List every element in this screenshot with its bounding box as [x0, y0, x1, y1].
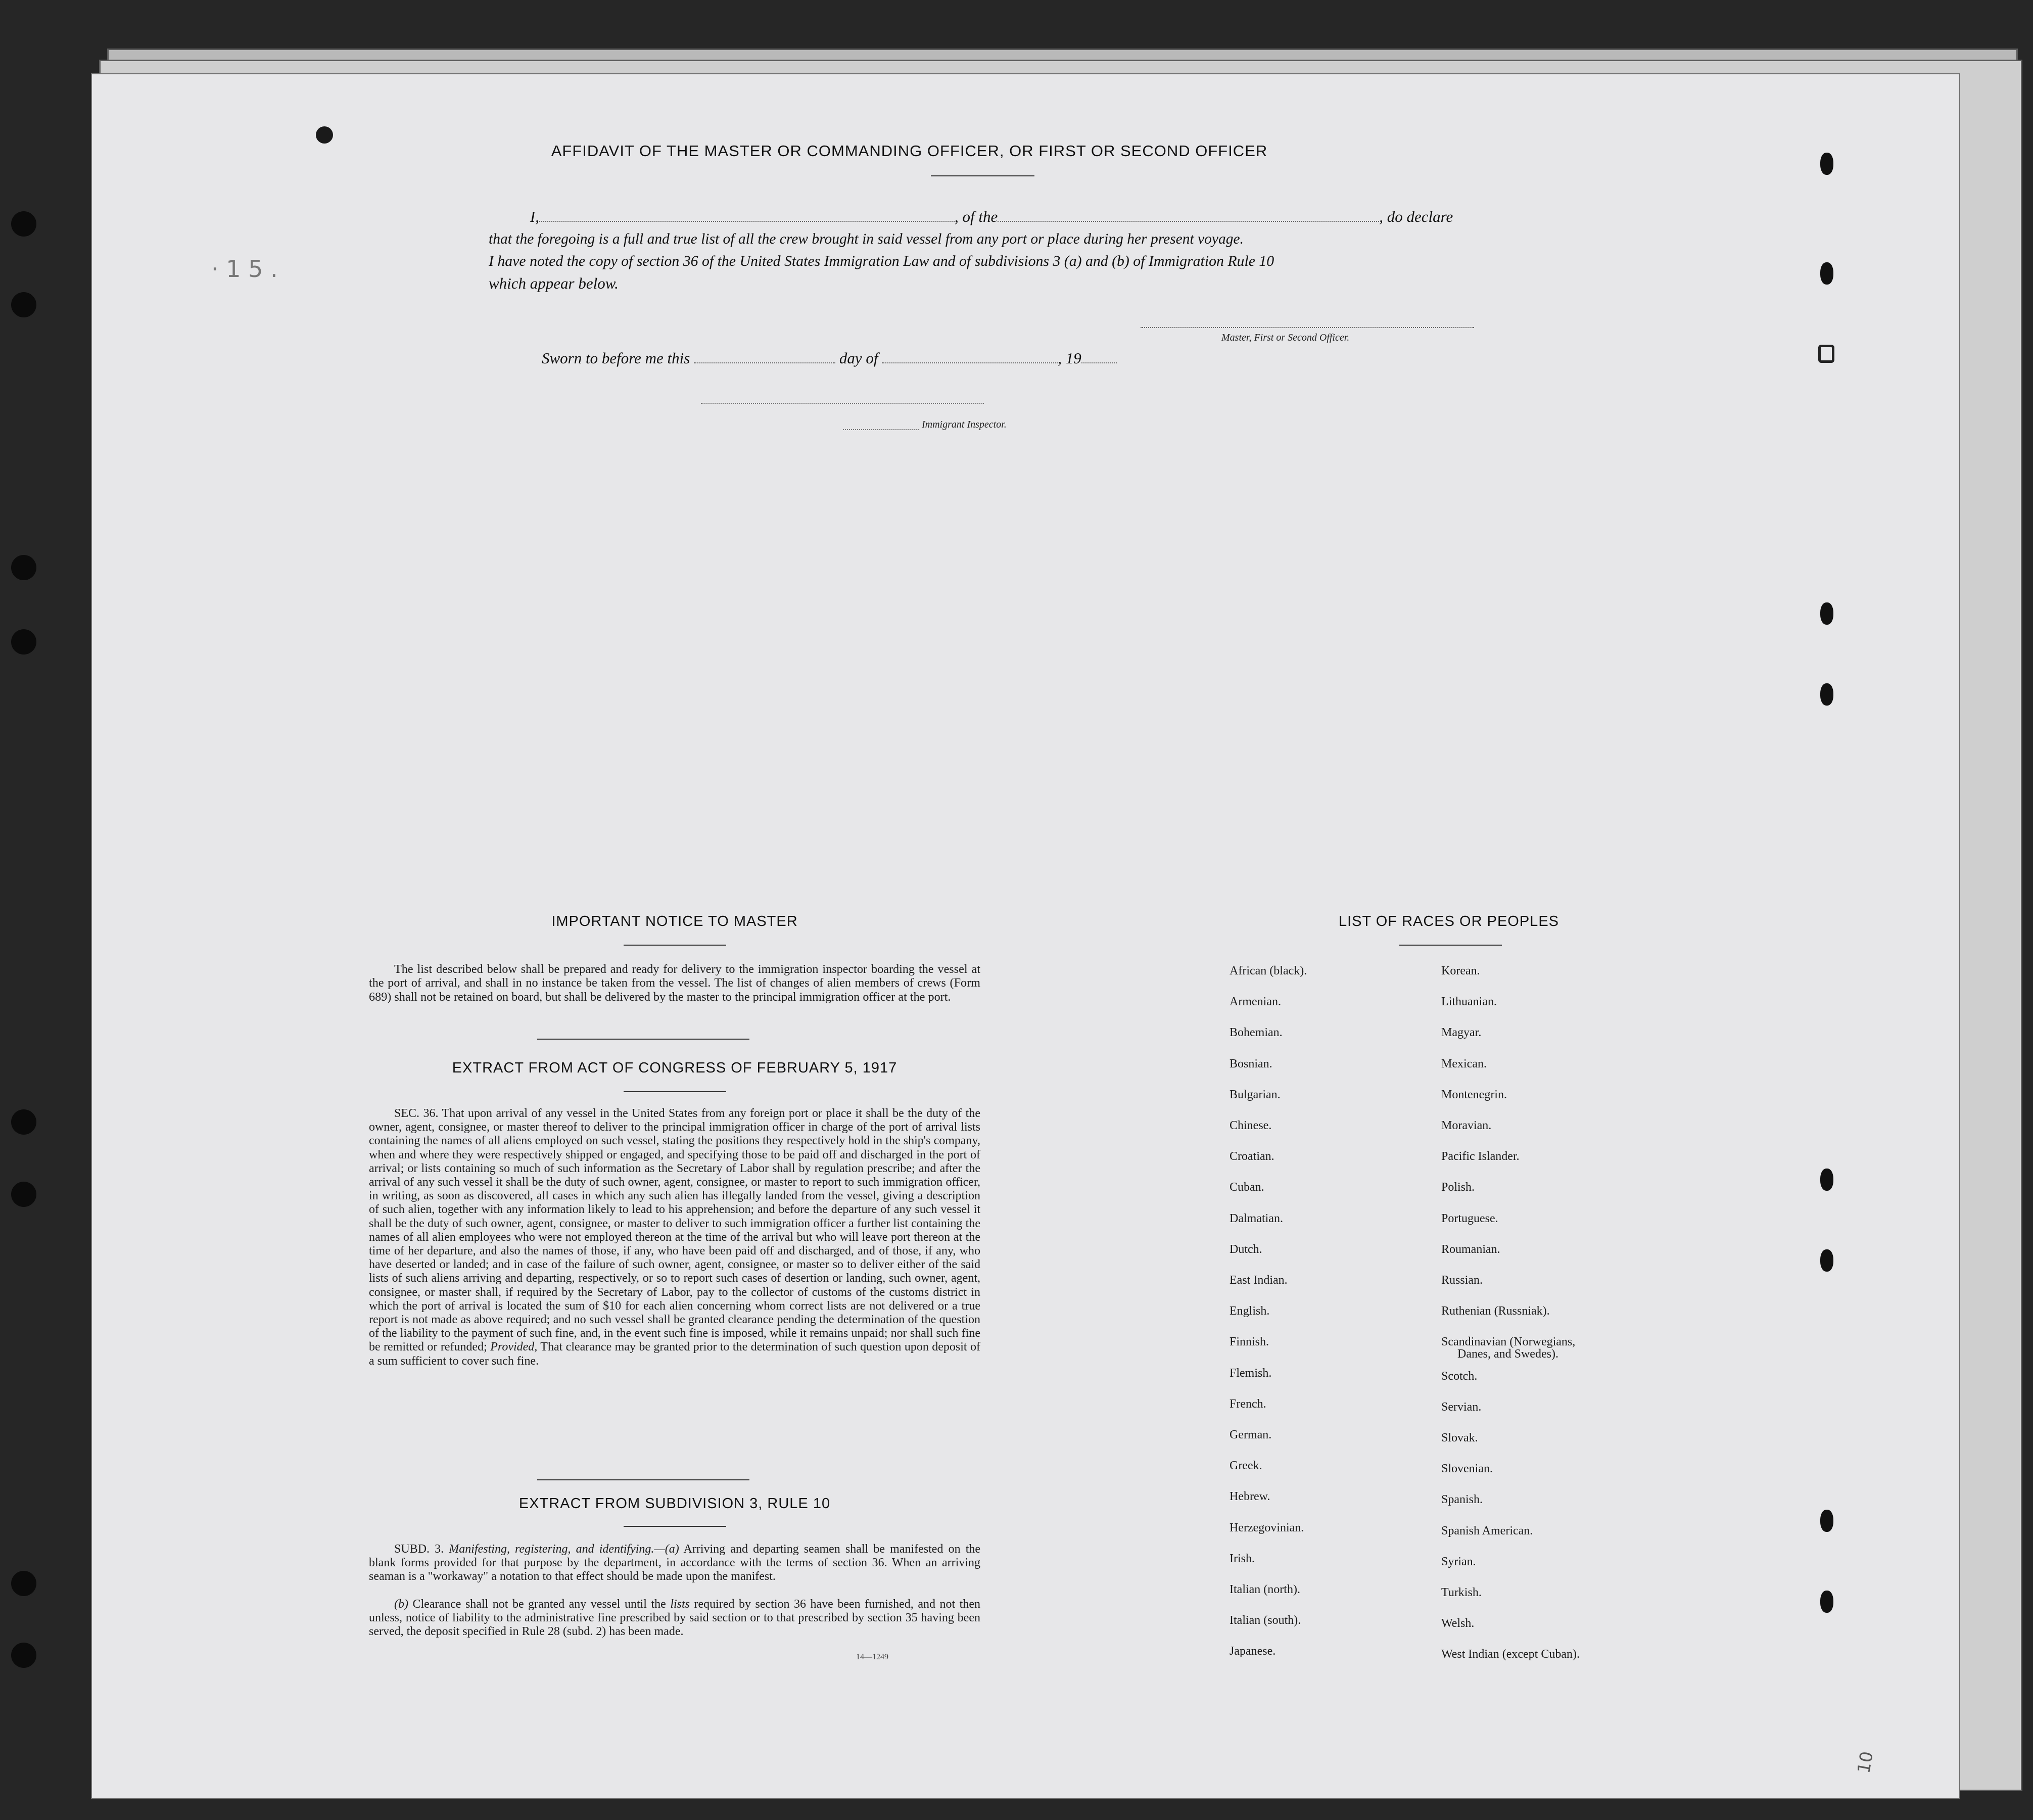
act-paragraph-main: That upon arrival of any vessel in the United States from any foreign port or place it shall be the duty of the owner, agent, consignee, or master thereof to deliver to the principal immigration officer in charge of the port of arrival lists containing the names of all aliens employed on such vessel, stating the positions they respectively hold in the ship's company, when and where they were respectively shipped or engaged, and specifying those to be paid off and discharged in the port of arrival; or lists containing so much of such information as the Secretary of Labor shall by regulation prescribe; and after the arrival of any such vessel it shall be the duty of such owner, agent, consignee, or master to report to such immigration officer, in writing, as soon as discovered, all cases in which any such alien has illegally landed from the vessel, giving a description of such alien, together with any information likely to lead to his apprehension; and before the departure of any such vessel it shall be the duty of such owner, agent, consignee, or master to deliver to such immigration officer a further list containing the names of all alien employees who were not employed thereon at the time of the arrival but who will leave port thereon at the time of her departure, and also the names of those, if any, who have been paid off and discharged, and of those, if any, who have deserted or landed; and in case of the failure of such owner, agent, consignee, or master so to deliver either of the said lists of such aliens arriving and departing, respectively, or so to report such cases of desertion or landing, such owner, agent, consignee, or master shall, if required by the Secretary of Labor, pay to the collector of customs of the customs district in which the port of arrival is located the sum of $10 for each alien concerning whom correct lists are not delivered or a true report is not made as above required; and no such vessel shall be granted clearance pending the determination of the question of the liability to the payment of such fine, and, in the event such fine is imposed, while it remains unpaid; nor shall such fine be remitted or refunded; — [369, 1107, 981, 1354]
race-entry: Slovenian. — [1441, 1462, 1493, 1476]
rule-title-underline — [624, 1526, 726, 1527]
races-title: LIST OF RACES OR PEOPLES — [1338, 913, 1559, 929]
inspector-caption: Immigrant Inspector. — [922, 419, 1007, 430]
race-entry: Pacific Islander. — [1441, 1150, 1520, 1163]
race-entry: Irish. — [1230, 1552, 1255, 1565]
race-entry: Italian (north). — [1230, 1583, 1300, 1596]
act-title: EXTRACT FROM ACT OF CONGRESS OF FEBRUARY 5, 1917 — [452, 1060, 897, 1076]
inspector-dotted-lead — [843, 428, 919, 430]
officer-name-field[interactable] — [539, 210, 955, 222]
notice-title-underline — [624, 945, 726, 946]
faint-page-number: · 1 5 . — [211, 255, 278, 283]
race-entry: Korean. — [1441, 964, 1480, 977]
punch-hole — [1820, 1510, 1833, 1532]
manifest-page — [91, 73, 1960, 1799]
punch-hole — [1820, 1249, 1833, 1272]
race-entry: Bulgarian. — [1230, 1088, 1281, 1101]
race-entry: Armenian. — [1230, 995, 1281, 1009]
race-entry: Portuguese. — [1441, 1211, 1498, 1225]
year-prefix-text: , 19 — [1058, 349, 1081, 367]
notice-text — [369, 962, 980, 1004]
punch-hole — [1820, 683, 1833, 706]
rule-title: EXTRACT FROM SUBDIVISION 3, RULE 10 — [518, 1496, 831, 1512]
race-entry: Finnish. — [1230, 1335, 1269, 1349]
section-divider — [537, 1039, 749, 1040]
race-entry: Montenegrin. — [1441, 1088, 1507, 1101]
binder-hole — [11, 1182, 36, 1207]
sworn-month-field[interactable] — [882, 351, 1058, 363]
form-number: 14—1249 — [856, 1653, 888, 1661]
affidavit-line-3: I have noted the copy of section 36 of the United States Immigration Law and of subdivisions 3 (a) and (b) of Immigration Rule 10 — [489, 253, 1274, 269]
title-underline — [931, 175, 1034, 176]
race-entry: Greek. — [1230, 1459, 1262, 1473]
affidavit-line-2: that the foregoing is a full and true list of all the crew brought in said vessel from any port or place during her present voyage. — [489, 231, 1244, 247]
rule-b-text-1: Clearance shall not be granted any vessel until the — [412, 1598, 666, 1611]
act-text — [369, 1107, 980, 1368]
race-entry: Spanish American. — [1441, 1524, 1533, 1537]
binder-hole — [11, 629, 36, 655]
binder-hole — [11, 1571, 36, 1596]
sworn-year-field[interactable] — [1081, 351, 1117, 363]
vessel-name-field[interactable] — [998, 210, 1379, 222]
punch-hole — [1820, 262, 1833, 285]
race-entry: German. — [1230, 1428, 1272, 1441]
races-right-column — [1441, 965, 1684, 1677]
sworn-day-field[interactable] — [694, 351, 835, 363]
rule-subd-label: SUBD. 3. — [394, 1543, 444, 1556]
section-divider — [537, 1479, 749, 1480]
punch-hole — [1820, 1591, 1833, 1613]
sworn-text: Sworn to before me this — [542, 349, 690, 367]
inspector-signature-field[interactable] — [701, 402, 984, 404]
rule-subd-a-text: Arriving and departing seamen shall be manifested on the blank forms provided for that purpose by the department, in accordance with the terms of section 36. When an arriving seaman is a "workaway" a notation to that effect should be made upon the manifest. — [369, 1543, 981, 1583]
punch-hole — [1820, 1169, 1833, 1191]
race-entry: African (black). — [1230, 964, 1307, 977]
race-entry: Dalmatian. — [1230, 1211, 1283, 1225]
binder-hole — [11, 211, 36, 237]
race-entry-continuation: Danes, and Swedes). — [1457, 1347, 1558, 1361]
race-entry: West Indian (except Cuban). — [1441, 1648, 1580, 1661]
of-the-text: , of the — [955, 208, 998, 225]
affidavit-line-4: which appear below. — [489, 274, 619, 292]
race-entry: Herzegovinian. — [1230, 1521, 1304, 1534]
punch-hole — [1820, 153, 1833, 175]
declarant-pronoun: I, — [530, 208, 539, 225]
corner-handwritten-number: 10 — [1854, 1750, 1878, 1775]
race-entry: Croatian. — [1230, 1150, 1274, 1163]
race-entry: Syrian. — [1441, 1555, 1476, 1568]
race-entry: Welsh. — [1441, 1617, 1475, 1630]
race-entry: Japanese. — [1230, 1645, 1276, 1658]
race-entry: French. — [1230, 1397, 1266, 1411]
punch-hole — [316, 126, 333, 144]
binder-hole — [11, 292, 36, 317]
race-entry: Dutch. — [1230, 1242, 1262, 1256]
day-of-text: day of — [839, 349, 878, 367]
race-entry: Slovak. — [1441, 1431, 1478, 1444]
binder-hole — [11, 1109, 36, 1135]
race-entry: Magyar. — [1441, 1026, 1482, 1040]
binder-hole — [11, 1643, 36, 1668]
race-entry: Hebrew. — [1230, 1490, 1270, 1504]
rule-subd-a — [369, 1543, 980, 1584]
race-entry: Scotch. — [1441, 1369, 1478, 1383]
race-entry: Chinese. — [1230, 1119, 1272, 1132]
act-section-label: SEC. 36. — [394, 1107, 439, 1120]
race-entry: Russian. — [1441, 1274, 1483, 1287]
notice-paragraph: The list described below shall be prepared and ready for delivery to the immigration inspector boarding the vessel at the port of arrival, and shall in no instance be taken from the vessel. The list of changes of alien members of crews (Form 689) shall not be retained on board, but shall be delivered by the master to the principal immigration officer at the port. — [369, 962, 980, 1004]
race-entry: Polish. — [1441, 1181, 1475, 1194]
race-entry: Flemish. — [1230, 1366, 1272, 1380]
officer-signature-caption: Master, First or Second Officer. — [1221, 332, 1350, 343]
race-entry: Lithuanian. — [1441, 995, 1497, 1009]
race-entry: Moravian. — [1441, 1119, 1492, 1132]
race-entry: Spanish. — [1441, 1493, 1483, 1507]
races-left-column — [1230, 965, 1432, 1677]
race-entry: Ruthenian (Russniak). — [1441, 1304, 1550, 1318]
rule-b-label: (b) — [394, 1598, 408, 1611]
punch-hole — [1820, 602, 1833, 625]
races-title-underline — [1399, 945, 1502, 946]
act-provided: Provided, — [490, 1340, 538, 1354]
sworn-line — [542, 347, 1117, 369]
rule-subd-b — [369, 1598, 980, 1639]
punch-hole — [1818, 345, 1834, 363]
affidavit-title: AFFIDAVIT OF THE MASTER OR COMMANDING OFFICER, OR FIRST OR SECOND OFFICER — [551, 142, 1268, 160]
race-entry: Servian. — [1441, 1400, 1482, 1414]
race-entry: East Indian. — [1230, 1274, 1288, 1287]
race-entry: Mexican. — [1441, 1057, 1487, 1070]
race-entry: Bohemian. — [1230, 1026, 1283, 1040]
race-entry: Cuban. — [1230, 1181, 1264, 1194]
officer-signature-field[interactable] — [1141, 326, 1474, 328]
race-entry: Roumanian. — [1441, 1242, 1500, 1256]
act-title-underline — [624, 1091, 726, 1092]
rule-subd-heading: Manifesting, registering, and identifying.—(a) — [449, 1543, 679, 1556]
race-entry: Bosnian. — [1230, 1057, 1272, 1070]
race-entry: English. — [1230, 1304, 1270, 1318]
race-entry: Scandinavian (Norwegians, — [1441, 1335, 1576, 1349]
rule-lists-word: lists — [670, 1598, 690, 1611]
act-paragraph-end: That clearance may be granted prior to the determination of such question upon deposit of a sum sufficient to cover such fine. — [369, 1340, 981, 1368]
binder-hole — [11, 555, 36, 580]
race-entry: Turkish. — [1441, 1586, 1482, 1599]
affidavit-declaration-line — [489, 206, 1568, 228]
declare-text: , do declare — [1379, 208, 1453, 225]
rule-b-text-2: required by section 36 have been furnished, and not then unless, notice of liability to the administrative fine prescribed by said section or to that prescribed by section 35 having been served, the deposit specified in Rule 28 (subd. 2) has been made. — [369, 1598, 980, 1639]
notice-title: IMPORTANT NOTICE TO MASTER — [551, 913, 798, 929]
race-entry: Italian (south). — [1230, 1614, 1301, 1627]
